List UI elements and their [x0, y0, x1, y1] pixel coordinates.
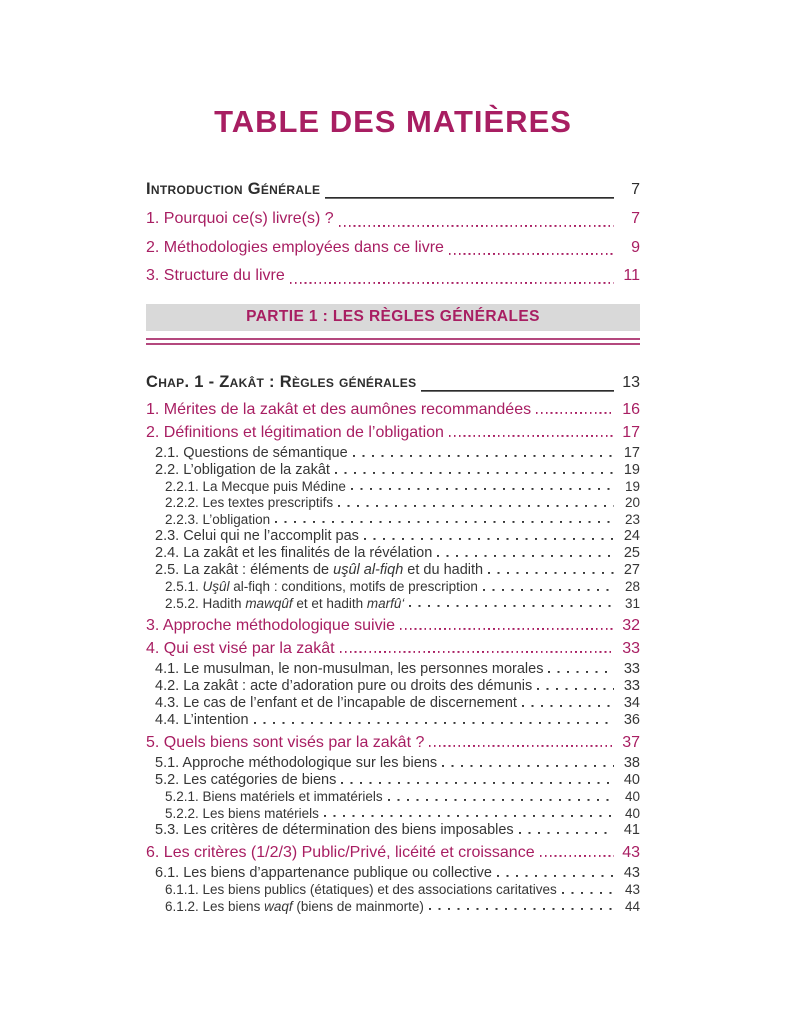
toc-entry — [146, 806, 640, 823]
toc-entry-label: 2.3. Celui qui ne l’accomplit pas — [155, 528, 359, 544]
toc-entry-label: 2.4. La zakât et les finalités de la révélation — [155, 545, 433, 561]
toc-entry-page: 19 — [623, 461, 640, 478]
toc-leader — [339, 207, 614, 232]
toc-entry — [146, 528, 640, 545]
part-banner: PARTIE 1 : LES RÈGLES GÉNÉRALES — [146, 304, 640, 331]
toc-entry-page: 41 — [623, 822, 640, 838]
toc-leader — [335, 462, 614, 479]
toc-entry-label: 3. Structure du livre — [146, 267, 285, 284]
toc-entry-page: 24 — [623, 528, 640, 544]
toc-entry-label: 1. Mérites de la zakât et des aumônes recommandées — [146, 400, 532, 418]
toc-leader — [351, 479, 614, 496]
toc-entry-label: Chap. 1 - Zakât : Règles générales — [146, 372, 417, 391]
toc-entry-label: 2.5. La zakât : éléments de uşûl al-fiqh et du hadith — [155, 562, 484, 578]
toc-leader — [519, 822, 614, 839]
toc-entry-label: 2.1. Questions de sémantique — [155, 444, 348, 461]
toc-entry — [146, 822, 640, 839]
toc-entry — [146, 423, 640, 442]
toc-entry — [146, 755, 640, 772]
toc-entry-page: 43 — [622, 844, 640, 861]
table-of-contents — [146, 0, 640, 915]
toc-entry-page: 40 — [623, 772, 640, 788]
toc-entry-label: 5.1. Approche méthodologique sur les biens — [155, 755, 438, 771]
toc-leader — [488, 562, 614, 579]
toc-leader — [421, 369, 614, 396]
toc-entry-page: 23 — [624, 511, 640, 527]
toc-entry — [146, 772, 640, 789]
toc-entry — [146, 264, 640, 289]
toc-leader — [497, 865, 614, 882]
toc-leader — [364, 528, 614, 545]
toc-entry-page: 28 — [624, 579, 640, 594]
toc-entry-label: 2.2. L’obligation de la zakât — [155, 461, 330, 478]
toc-leader — [324, 806, 614, 823]
toc-entry-page: 13 — [622, 373, 640, 391]
toc-entry — [146, 661, 640, 678]
toc-entry-page: 34 — [623, 695, 640, 711]
toc-entry-page: 25 — [623, 545, 640, 561]
toc-entry-page: 19 — [624, 478, 640, 494]
toc-leader — [290, 264, 614, 289]
toc-leader — [537, 678, 614, 695]
double-rule-divider — [146, 338, 640, 345]
toc-entry — [146, 616, 640, 635]
toc-entry-label: 2.2.3. L’obligation — [165, 511, 271, 527]
toc-entry-label: Introduction Générale — [146, 180, 321, 198]
toc-leader — [442, 755, 614, 772]
toc-entry — [146, 596, 640, 613]
toc-leader — [254, 712, 614, 729]
toc-section-heading — [146, 176, 640, 203]
toc-entry — [146, 695, 640, 712]
toc-leader — [540, 843, 614, 862]
toc-entry — [146, 400, 640, 419]
toc-leader — [409, 596, 614, 613]
toc-entry-label: 5.2. Les catégories de biens — [155, 772, 337, 788]
toc-entry-page: 7 — [631, 181, 640, 198]
toc-intro-list — [146, 176, 640, 289]
toc-leader — [449, 236, 614, 261]
toc-entry-page: 17 — [623, 444, 640, 461]
toc-entry-label: 4.1. Le musulman, le non-musulman, les personnes morales — [155, 661, 544, 677]
toc-chapter-list — [146, 369, 640, 916]
toc-entry-page: 33 — [623, 661, 640, 677]
toc-entry-label: 2.2.2. Les textes prescriptifs — [165, 495, 334, 510]
toc-entry — [146, 733, 640, 752]
toc-entry-page: 36 — [623, 712, 640, 728]
toc-entry — [146, 236, 640, 261]
toc-leader — [353, 445, 614, 462]
toc-entry-label: 6.1. Les biens d’appartenance publique ou collective — [155, 865, 492, 881]
toc-entry-label: 5. Quels biens sont visés par la zakât ? — [146, 734, 425, 751]
toc-entry-page: 40 — [624, 805, 640, 821]
toc-entry-label: 6. Les critères (1/2/3) Public/Privé, licéité et croissance — [146, 844, 535, 861]
toc-leader — [548, 661, 614, 678]
toc-leader — [429, 733, 614, 752]
toc-entry-label: 5.2.1. Biens matériels et immatériels — [165, 789, 383, 804]
toc-entry — [146, 495, 640, 512]
toc-entry-label: 4. Qui est visé par la zakât — [146, 640, 335, 657]
toc-leader — [275, 512, 614, 529]
toc-entry — [146, 639, 640, 658]
toc-entry-page: 17 — [622, 423, 640, 441]
toc-entry-page: 37 — [622, 734, 640, 751]
toc-entry-page: 40 — [624, 789, 640, 804]
toc-entry — [146, 462, 640, 479]
toc-entry-page: 31 — [624, 595, 640, 611]
toc-entry-page: 43 — [623, 865, 640, 881]
toc-entry-label: 2.2.1. La Mecque puis Médine — [165, 478, 346, 494]
toc-entry-page: 16 — [622, 400, 640, 418]
toc-entry-label: 2. Méthodologies employées dans ce livre — [146, 238, 444, 256]
toc-leader — [437, 545, 614, 562]
toc-entry — [146, 562, 640, 579]
toc-entry-label: 2.5.1. Uşûl al-fiqh : conditions, motifs de prescription — [165, 579, 478, 594]
toc-entry — [146, 445, 640, 462]
toc-leader — [338, 495, 614, 512]
toc-entry — [146, 512, 640, 529]
toc-entry-page: 7 — [631, 210, 640, 227]
toc-entry-label: 5.3. Les critères de détermination des biens imposables — [155, 822, 514, 838]
toc-entry-page: 33 — [622, 640, 640, 657]
toc-entry-label: 4.4. L’intention — [155, 712, 249, 728]
toc-entry — [146, 479, 640, 496]
toc-leader — [340, 639, 614, 658]
toc-leader — [388, 789, 614, 806]
toc-entry — [146, 882, 640, 899]
toc-entry-label: 2.5.2. Hadith mawqûf et et hadith marfû‘ — [165, 595, 405, 611]
toc-leader — [536, 400, 614, 419]
toc-leader — [562, 882, 614, 899]
toc-entry-label: 6.1.2. Les biens waqf (biens de mainmorte) — [165, 898, 424, 914]
toc-leader — [325, 176, 614, 203]
page-title: TABLE DES MATIÈRES — [214, 104, 572, 139]
toc-leader — [522, 695, 614, 712]
toc-entry-label: 5.2.2. Les biens matériels — [165, 805, 319, 821]
toc-entry — [146, 207, 640, 232]
toc-entry — [146, 843, 640, 862]
toc-leader — [400, 616, 614, 635]
toc-entry-label: 1. Pourquoi ce(s) livre(s) ? — [146, 210, 334, 227]
toc-entry-label: 6.1.1. Les biens publics (étatiques) et des associations caritatives — [165, 882, 557, 897]
toc-entry-label: 4.3. Le cas de l’enfant et de l’incapable de discernement — [155, 695, 517, 711]
toc-leader — [341, 772, 614, 789]
toc-entry — [146, 678, 640, 695]
toc-entry — [146, 545, 640, 562]
toc-leader — [429, 899, 614, 916]
toc-entry-label: 2. Définitions et légitimation de l’obligation — [146, 423, 444, 441]
toc-entry — [146, 789, 640, 806]
toc-entry-page: 32 — [622, 617, 640, 634]
toc-entry-page: 9 — [631, 238, 640, 256]
toc-entry-page: 33 — [623, 678, 640, 694]
toc-entry-page: 20 — [624, 495, 640, 510]
toc-leader — [449, 423, 614, 442]
toc-entry-label: 3. Approche méthodologique suivie — [146, 617, 396, 634]
toc-section-heading — [146, 369, 640, 396]
toc-entry-label: 4.2. La zakât : acte d’adoration pure ou droits des démunis — [155, 678, 533, 694]
toc-entry-page: 27 — [623, 562, 640, 578]
toc-entry — [146, 865, 640, 882]
toc-entry-page: 11 — [623, 267, 640, 284]
toc-entry — [146, 899, 640, 916]
toc-entry — [146, 579, 640, 596]
toc-entry-page: 43 — [624, 882, 640, 897]
toc-entry — [146, 712, 640, 729]
toc-entry-page: 38 — [623, 755, 640, 771]
toc-entry-page: 44 — [624, 898, 640, 914]
toc-leader — [483, 579, 614, 596]
